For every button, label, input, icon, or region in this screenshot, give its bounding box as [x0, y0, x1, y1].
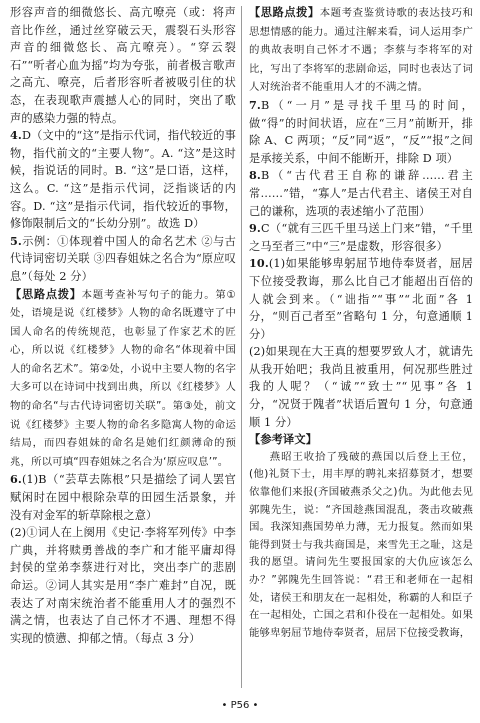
question-number: 10. [249, 256, 269, 271]
answer-10-part-2: (2)如果现在大王真的想要罗致人才，就请先从我开始吧；我尚且被重用，何况那些胜过我的人呢？（“诚”“致士”“见事”各 1 分，“况贤于隗者”状语后置句 1 分，句意通顺 1 分） [249, 345, 473, 429]
analysis-block [10, 286, 236, 472]
reference-translation-heading: 【参考译文】 [249, 433, 318, 447]
reference-translation-text: 燕昭王收拾了残破的燕国以后登上王位，(他)礼贤下士，用丰厚的聘礼来招募贤才，想要依靠他们来报(齐国破燕杀父之)仇。为此他去见郭隗先生，说：“齐国趁燕国混乱，袭击攻破燕国。我深知燕国势单力薄，无力报复。然而如果能得到贤士与我共商国是，来雪先王之耻，这是我的愿望。请问先生要报国家的大仇应该怎么办？”郭隗先生回答说：“君王和老师在一起相处，诸侯王和朋友在一起相处，称霸的人和臣子在一起相处，亡国之君和仆役在一起相处。如果能够卑躬屈节地侍奉贤者，屈居下位接受教诲， [249, 450, 473, 639]
question-number: 8. [249, 168, 261, 183]
answer-text: (1)如果能够卑躬屈节地侍奉贤者，屈居下位接受教诲，那么比自己才能超出百倍的人就会到来。（“诎指”“事”“北面”各 1 分，“则百己者至”省略句 1 分，句意通顺 1 分） [249, 257, 473, 341]
analysis-text: 本题考查补写句子的能力。第①处，语境是说《红楼梦》人物的命名既遵守了中国人命名的传统规范，也彰显了作家艺术的匠心，所以说《红楼梦》人物的命名“体现着中国人的命名艺术”。第②处，小说中主要人物的名字大多可以在诗词中找到出典，所以《红楼梦》人物的命名“与古代诗词密切关联”。第③处，前文说《红楼梦》主要人物的命名多隐寓人物的命运结局，而四春姐妹的命名是她们红颜薄命的预兆，所以可填“四春姐妹之名合为‘原应叹息’”。 [10, 288, 236, 468]
analysis-text: 本题考查鉴赏诗歌的表达技巧和思想情感的能力。通过注解来看，词人运用李广的典故表明自己怀才不遇；李蔡与李将军的对比，写出了李将军的悲剧命运，同时也表达了词人对统治者不能重用人才的不满之情。 [249, 7, 473, 94]
answer-6 [10, 471, 236, 524]
question-number: 4. [10, 128, 22, 143]
answer-text: C（“就有三匹千里马送上门来”错，“千里之马至者三”中“三”是虚数，形容很多） [249, 222, 473, 253]
question-number: 7. [249, 97, 261, 112]
answer-text: 示例：①体现着中国人的命名艺术 ②与古代诗词密切关联 ③四春姐妹之名合为“原应叹息”（每处 2 分） [10, 234, 236, 283]
question-number: 5. [10, 233, 22, 248]
answer-7 [249, 97, 473, 167]
answer-text: B（“一月”是寻找千里马的时间，做“得”的时间状语，应在“三月”前断开，排除 A、C 两项；“反”同“返”，“反”“报”之间是承接关系，中间不能断开，排除 D 项） [249, 98, 473, 165]
answer-6-part-2: (2)①词人在上阕用《史记·李将军列传》中李广典，并将赎勇善战的李广和才能平庸却得封侯的堂弟李蔡进行对比，突出李广的悲剧命运。②词人其实是用“李广难封”自况，既表达了对南宋统治者不能重用人才的强烈不满之情，也表达了自己怀才不遇、理想不得实现的愤懑、抑郁之情。（每点 3 分） [10, 526, 236, 645]
analysis-block [249, 4, 473, 97]
page-number: • P56 • [221, 700, 259, 711]
answer-3-continuation: 形容声音的细微悠长、高亢嘹亮（或：将声音比作丝，通过丝穿破云天，震裂石头形容声音的细微悠长、高亢嘹亮）。“穿云裂石”“听者心血为摇”均为夸张，前者极言歌声之高亢、嘹亮，后者形容听者被吸引住的状态，在表现歌声震撼人心的同时，突出了歌声的感染力强的特点。 [10, 6, 236, 125]
answer-9 [249, 220, 473, 255]
question-number: 9. [249, 221, 261, 236]
answer-5 [10, 233, 236, 286]
column-divider [241, 6, 242, 688]
left-column [10, 4, 236, 647]
answer-text: (1)B（“芸草去陈根”只是描绘了词人罢官赋闲时在园中根除杂草的田园生活景象，并没有对金军的斩草除根之意） [10, 473, 236, 522]
analysis-tag: 【思路点拨】 [249, 6, 320, 19]
answer-4 [10, 127, 236, 233]
answer-8 [249, 167, 473, 220]
answer-text: B（“古代君王自称的谦辞……君主常……”错，“寡人”是古代君主、诸侯王对自己的谦称，选项的表述缩小了范围） [249, 169, 473, 218]
answer-10 [249, 255, 473, 343]
analysis-tag: 【思路点拨】 [10, 287, 82, 301]
right-column [249, 4, 473, 642]
answer-text: D（文中的“这”是指示代词，指代较近的事物，指代前文的“主要人物”。A. “这”是这时候，指说话的同时。B. “这”是口语，这样，这么。C. “这”是指示代词，泛指谈话的内容。D. “这”是指示代词，指代较近的事物，修饰限制后文的“长幼分别”。故选 D） [10, 129, 236, 231]
question-number: 6. [10, 472, 22, 487]
